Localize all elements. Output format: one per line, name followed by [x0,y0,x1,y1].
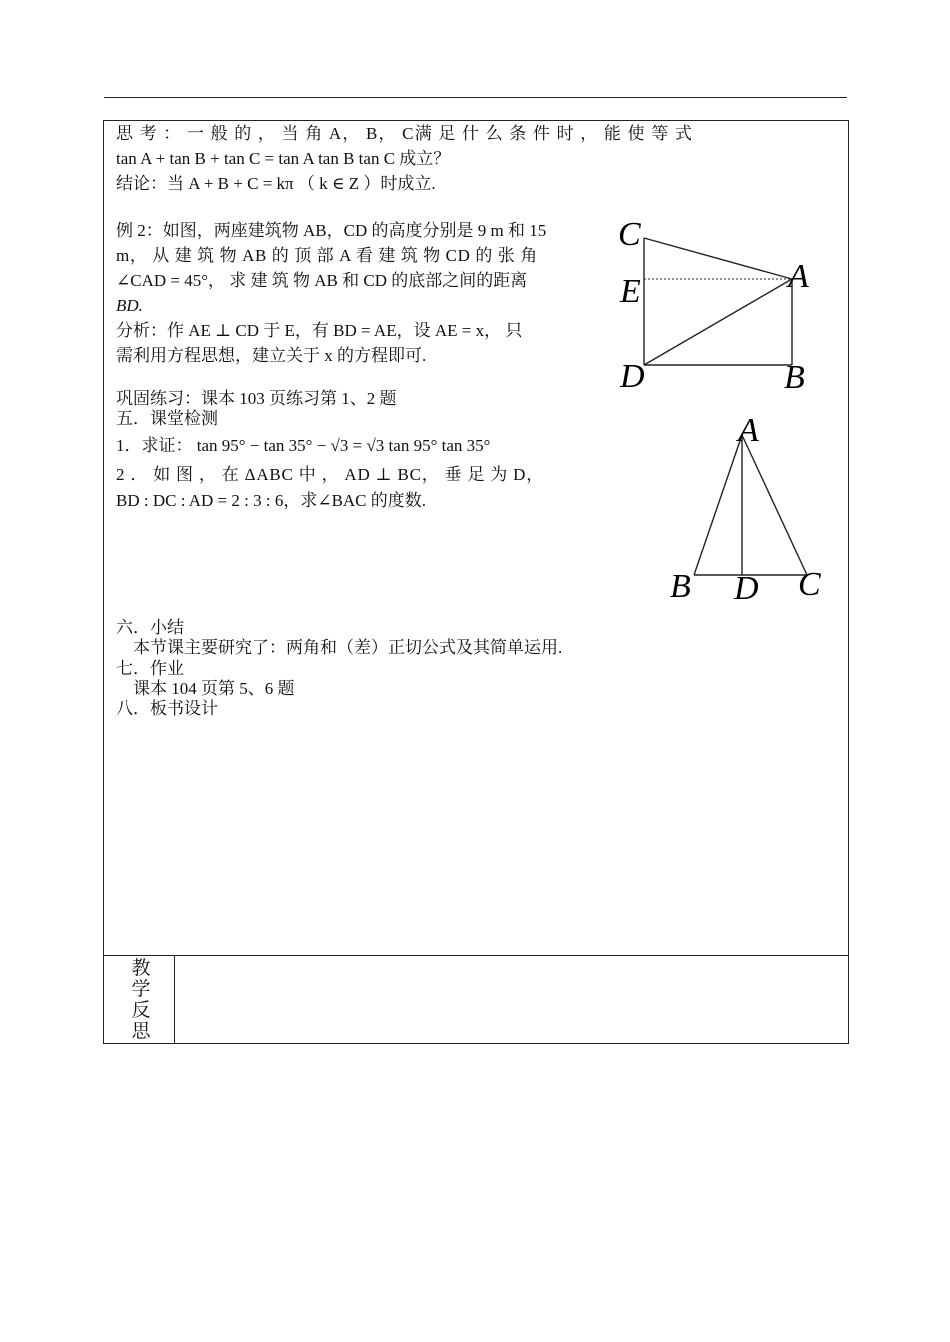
example2-analysis-line2: 需利用方程思想，建立关于 x 的方程即可. [116,346,427,365]
triangle-figure [662,405,842,605]
reflection-char: 教 [131,957,151,979]
label-c: C [618,216,641,253]
header-rule [104,97,847,98]
label-a: A [738,412,759,449]
reflection-char: 反 [131,999,151,1021]
example2-line1: 例 2：如图，两座建筑物 AB，CD 的高度分别是 9 m 和 15 [116,221,547,240]
label-b: B [670,568,691,605]
section5-question1: 1．求证： tan 95° − tan 35° − √3 = √3 tan 95° tan 35° [116,436,491,455]
label-e: E [620,273,641,310]
think-question-line1: 思 考 ： 一 般 的 ， 当 角 A， B， C满 足 什 么 条 件 时 ， 能 使 等 式 [116,124,694,143]
line-ca [644,238,792,279]
example2-line2: m， 从 建 筑 物 AB 的 顶 部 A 看 建 筑 物 CD 的 张 角 [116,246,538,265]
side-ac [742,435,807,575]
label-d: D [620,358,645,395]
buildings-figure [612,205,832,400]
section8-title: 八．板书设计 [116,699,218,718]
think-question-line2: tan A + tan B + tan C = tan A tan B tan C 成立？ [116,149,451,168]
label-c: C [798,566,821,603]
teaching-reflection-label [129,958,153,1042]
example2-line4: BD. [116,296,143,315]
section5-title: 五．课堂检测 [116,409,218,428]
think-conclusion: 结论：当 A + B + C = kπ （ k ∈ Z ）时成立. [116,174,436,193]
example2-line3: ∠CAD = 45°， 求 建 筑 物 AB 和 CD 的底部之间的距离 [116,271,528,290]
practice-line: 巩固练习：课本 103 页练习第 1、2 题 [116,389,397,408]
section5-question2-line1: 2 ． 如 图 ， 在 ΔABC 中 ， AD ⊥ BC， 垂 足 为 D， [116,465,545,484]
reflection-char: 思 [131,1020,151,1042]
table-row-divider [103,955,849,956]
section6-title: 六．小结 [116,618,184,637]
section7-body: 课本 104 页第 5、6 题 [133,679,295,698]
table-column-divider [174,955,175,1044]
label-a: A [788,258,809,295]
section7-title: 七．作业 [116,659,184,678]
label-d: D [734,570,759,605]
reflection-char: 学 [131,978,151,1000]
section5-question2-line2: BD : DC : AD = 2 : 3 : 6，求∠BAC 的度数. [116,491,427,510]
label-b: B [784,359,805,396]
example2-analysis-line1: 分析：作 AE ⊥ CD 于 E，有 BD = AE，设 AE = x， 只 [116,321,523,340]
section6-body: 本节课主要研究了：两角和（差）正切公式及其简单运用. [133,638,563,657]
line-da [644,279,792,365]
side-ab [694,435,742,575]
